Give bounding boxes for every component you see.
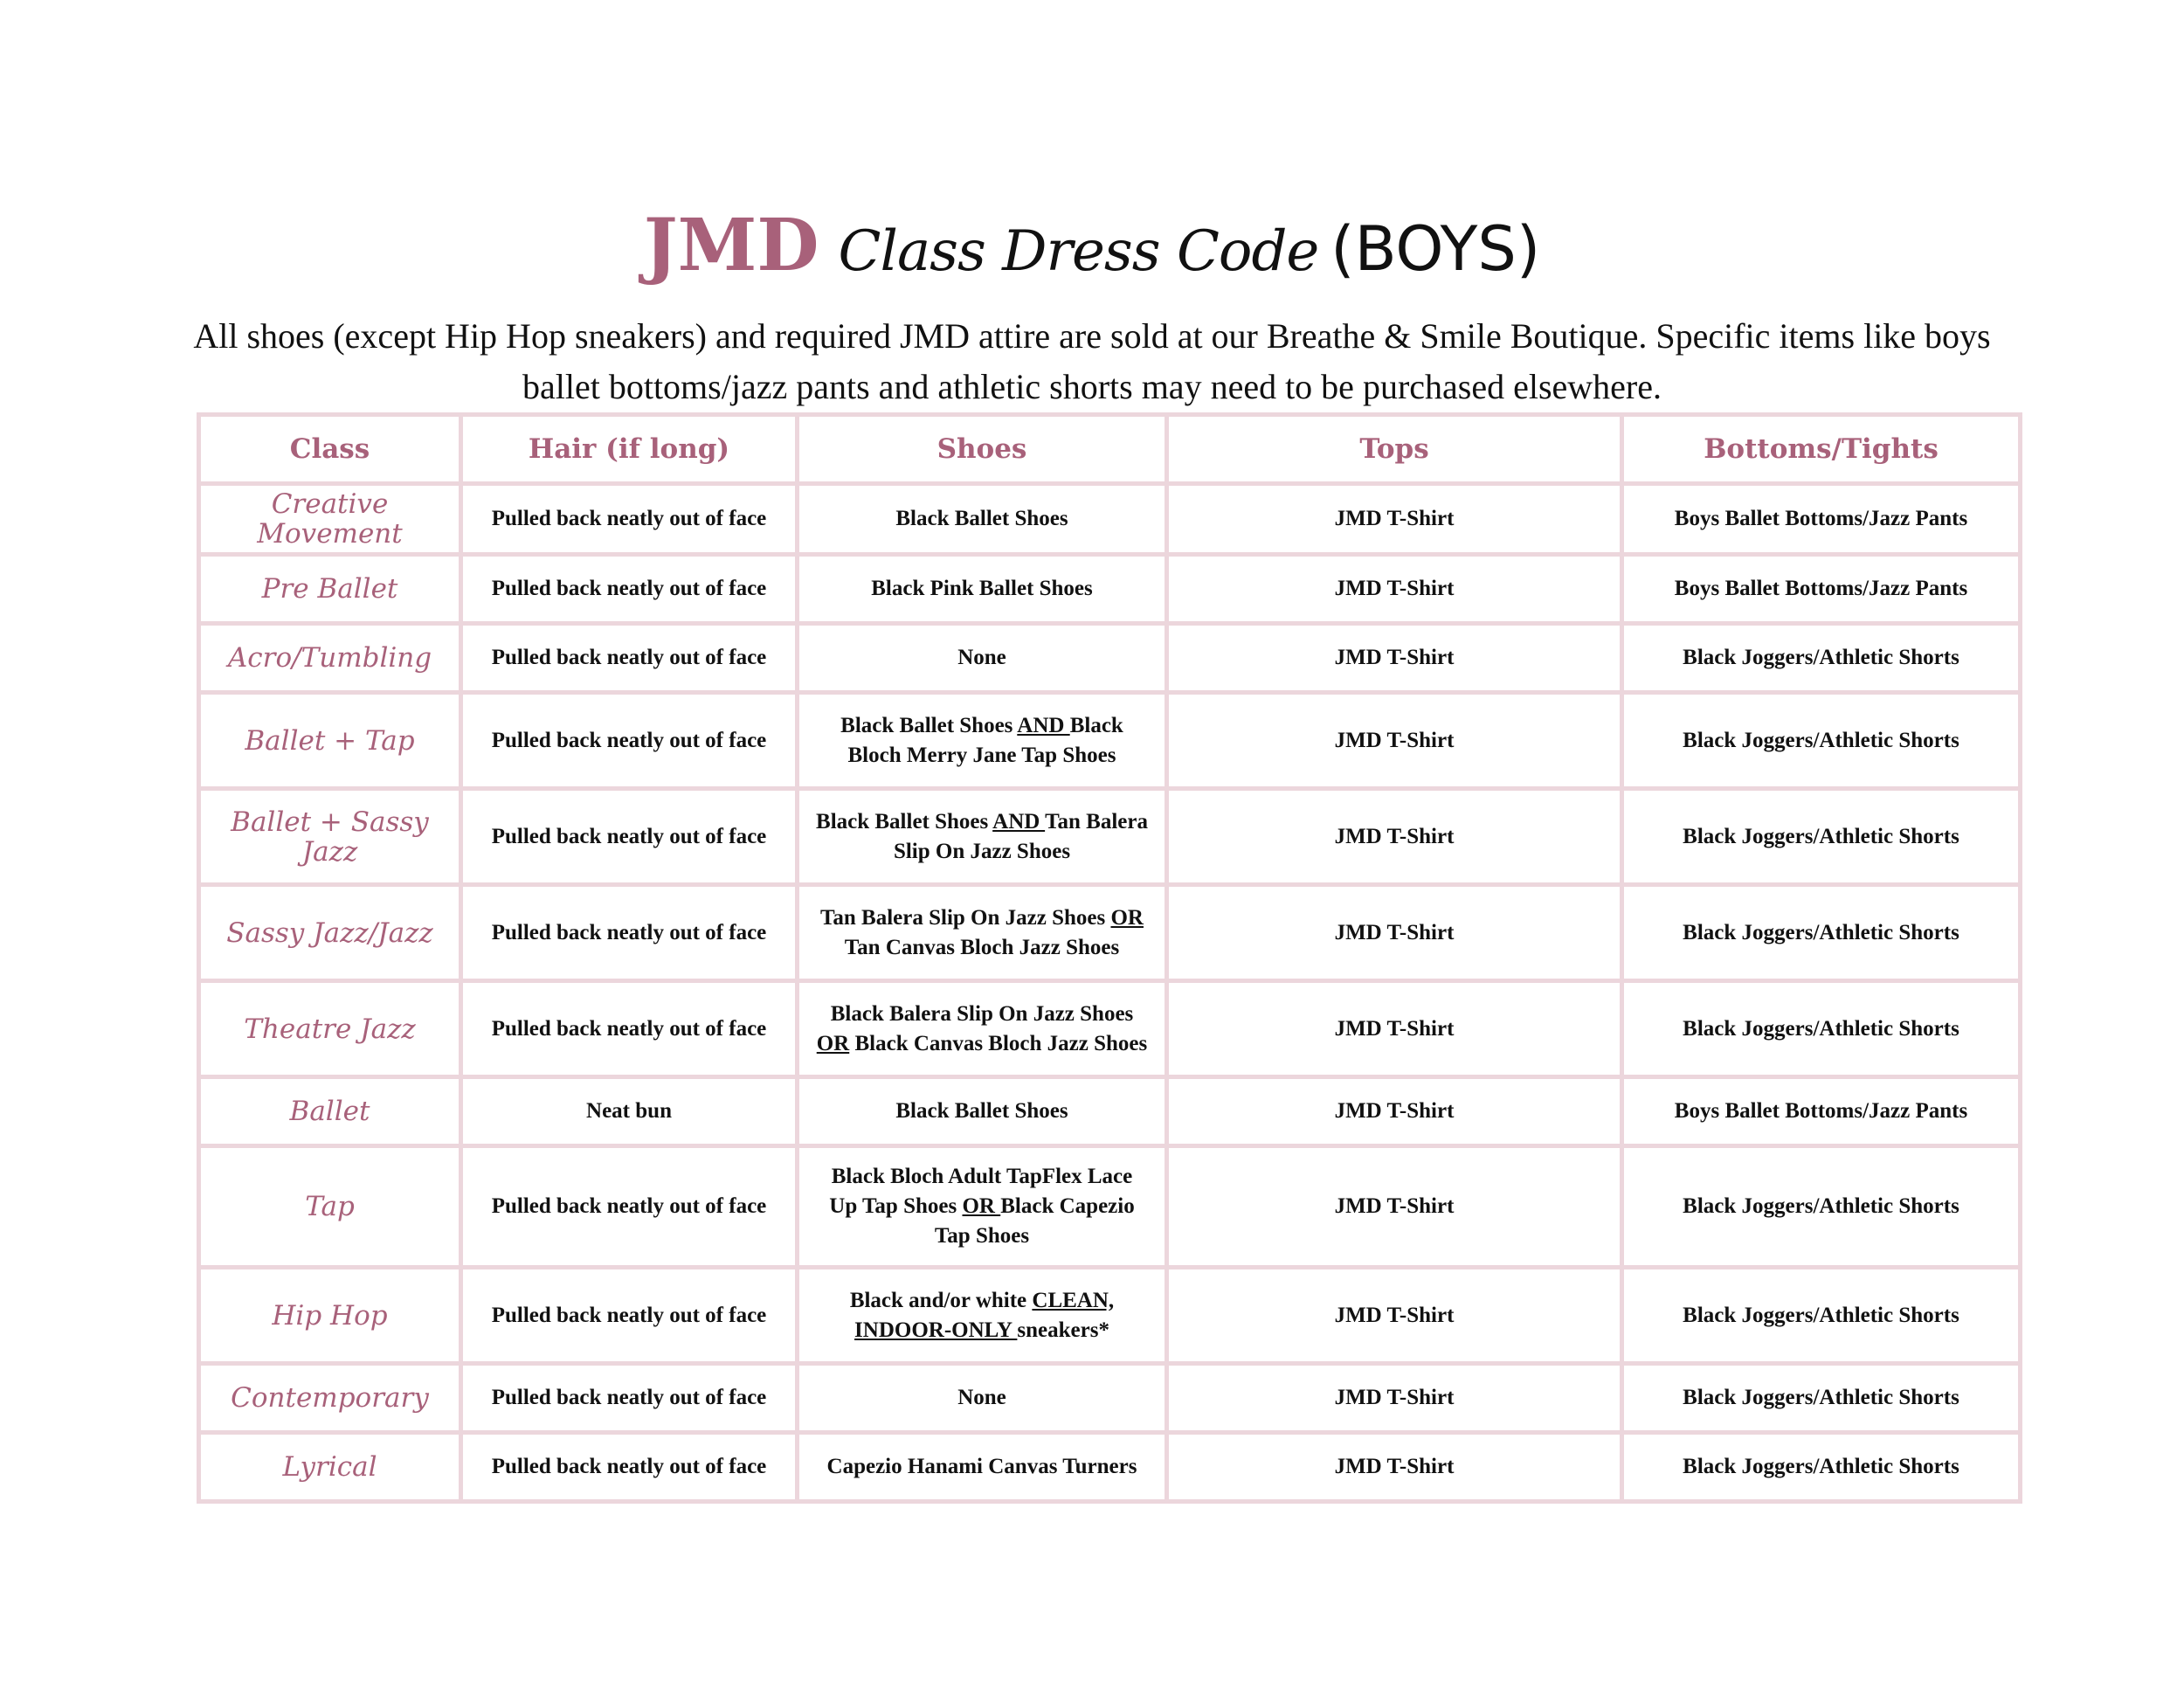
table-row xyxy=(201,1079,2018,1144)
shoes-cell: None xyxy=(799,626,1165,690)
hair-cell: Pulled back neatly out of face xyxy=(463,983,795,1075)
tops-cell: JMD T-Shirt xyxy=(1169,1079,1620,1144)
table-row xyxy=(201,1435,2018,1499)
shoes-cell: Black Ballet Shoes AND Black Bloch Merry Jane Tap Shoes xyxy=(799,695,1165,786)
table-row xyxy=(201,1148,2018,1265)
tops-cell: JMD T-Shirt xyxy=(1169,1366,1620,1430)
table-row xyxy=(201,887,2018,979)
bottoms-cell: Black Joggers/Athletic Shorts xyxy=(1624,1366,2018,1430)
table-row xyxy=(201,557,2018,621)
page-title xyxy=(0,204,2184,287)
bottoms-cell: Black Joggers/Athletic Shorts xyxy=(1624,626,2018,690)
tops-cell: JMD T-Shirt xyxy=(1169,1269,1620,1361)
table-row xyxy=(201,1269,2018,1361)
shoes-cell: Black Pink Ballet Shoes xyxy=(799,557,1165,621)
table-row xyxy=(201,983,2018,1075)
shoes-cell: Black and/or white CLEAN, INDOOR-ONLY sneakers* xyxy=(799,1269,1165,1361)
table-row xyxy=(201,695,2018,786)
bottoms-cell: Black Joggers/Athletic Shorts xyxy=(1624,887,2018,979)
class-cell: Hip Hop xyxy=(201,1269,459,1361)
hair-cell: Pulled back neatly out of face xyxy=(463,557,795,621)
bottoms-cell: Black Joggers/Athletic Shorts xyxy=(1624,1269,2018,1361)
column-header-tops: Tops xyxy=(1169,417,1620,481)
bottoms-cell: Boys Ballet Bottoms/Jazz Pants xyxy=(1624,486,2018,552)
class-cell: Ballet + Sassy Jazz xyxy=(201,791,459,882)
hair-cell: Pulled back neatly out of face xyxy=(463,791,795,882)
dress-code-table-container xyxy=(197,412,1996,1504)
tops-cell: JMD T-Shirt xyxy=(1169,486,1620,552)
column-header-bottoms: Bottoms/Tights xyxy=(1624,417,2018,481)
column-header-hair: Hair (if long) xyxy=(463,417,795,481)
title-tag: (BOYS) xyxy=(1330,213,1541,285)
tops-cell: JMD T-Shirt xyxy=(1169,887,1620,979)
tops-cell: JMD T-Shirt xyxy=(1169,1148,1620,1265)
column-header-shoes: Shoes xyxy=(799,417,1165,481)
class-cell: Ballet + Tap xyxy=(201,695,459,786)
shoes-cell: Black Bloch Adult TapFlex Lace Up Tap Shoes OR Black Capezio Tap Shoes xyxy=(799,1148,1165,1265)
hair-cell: Pulled back neatly out of face xyxy=(463,887,795,979)
table-row xyxy=(201,1366,2018,1430)
shoes-cell: Capezio Hanami Canvas Turners xyxy=(799,1435,1165,1499)
shoes-cell: Black Ballet Shoes xyxy=(799,486,1165,552)
class-cell: Acro/Tumbling xyxy=(201,626,459,690)
bottoms-cell: Black Joggers/Athletic Shorts xyxy=(1624,983,2018,1075)
table-row xyxy=(201,791,2018,882)
hair-cell: Pulled back neatly out of face xyxy=(463,1435,795,1499)
hair-cell: Neat bun xyxy=(463,1079,795,1144)
brand-name: JMD xyxy=(643,204,819,287)
class-cell: Theatre Jazz xyxy=(201,983,459,1075)
class-cell: Ballet xyxy=(201,1079,459,1144)
shoes-cell: Black Balera Slip On Jazz Shoes OR Black Canvas Bloch Jazz Shoes xyxy=(799,983,1165,1075)
tops-cell: JMD T-Shirt xyxy=(1169,1435,1620,1499)
column-header-class: Class xyxy=(201,417,459,481)
bottoms-cell: Black Joggers/Athletic Shorts xyxy=(1624,1435,2018,1499)
class-cell: Lyrical xyxy=(201,1435,459,1499)
bottoms-cell: Boys Ballet Bottoms/Jazz Pants xyxy=(1624,557,2018,621)
dress-code-table xyxy=(197,412,2022,1504)
hair-cell: Pulled back neatly out of face xyxy=(463,626,795,690)
class-cell: Pre Ballet xyxy=(201,557,459,621)
shoes-cell: Tan Balera Slip On Jazz Shoes OR Tan Canvas Bloch Jazz Shoes xyxy=(799,887,1165,979)
hair-cell: Pulled back neatly out of face xyxy=(463,1366,795,1430)
shoes-cell: None xyxy=(799,1366,1165,1430)
shoes-cell: Black Ballet Shoes AND Tan Balera Slip On Jazz Shoes xyxy=(799,791,1165,882)
bottoms-cell: Black Joggers/Athletic Shorts xyxy=(1624,791,2018,882)
hair-cell: Pulled back neatly out of face xyxy=(463,695,795,786)
tops-cell: JMD T-Shirt xyxy=(1169,626,1620,690)
class-cell: Creative Movement xyxy=(201,486,459,552)
bottoms-cell: Boys Ballet Bottoms/Jazz Pants xyxy=(1624,1079,2018,1144)
bottoms-cell: Black Joggers/Athletic Shorts xyxy=(1624,695,2018,786)
table-row xyxy=(201,626,2018,690)
hair-cell: Pulled back neatly out of face xyxy=(463,1148,795,1265)
subtitle: All shoes (except Hip Hop sneakers) and required JMD attire are sold at our Breathe & Smile Boutique. Specific items like boys ballet bottoms/jazz pants and athletic shorts may need to be purchased elsewhere. xyxy=(193,316,1991,406)
table-row xyxy=(201,486,2018,552)
class-cell: Contemporary xyxy=(201,1366,459,1430)
class-cell: Tap xyxy=(201,1148,459,1265)
tops-cell: JMD T-Shirt xyxy=(1169,695,1620,786)
tops-cell: JMD T-Shirt xyxy=(1169,557,1620,621)
class-cell: Sassy Jazz/Jazz xyxy=(201,887,459,979)
header-row xyxy=(201,417,2018,481)
hair-cell: Pulled back neatly out of face xyxy=(463,1269,795,1361)
title-script: Class Dress Code xyxy=(838,219,1319,284)
tops-cell: JMD T-Shirt xyxy=(1169,983,1620,1075)
hair-cell: Pulled back neatly out of face xyxy=(463,486,795,552)
bottoms-cell: Black Joggers/Athletic Shorts xyxy=(1624,1148,2018,1265)
shoes-cell: Black Ballet Shoes xyxy=(799,1079,1165,1144)
tops-cell: JMD T-Shirt xyxy=(1169,791,1620,882)
